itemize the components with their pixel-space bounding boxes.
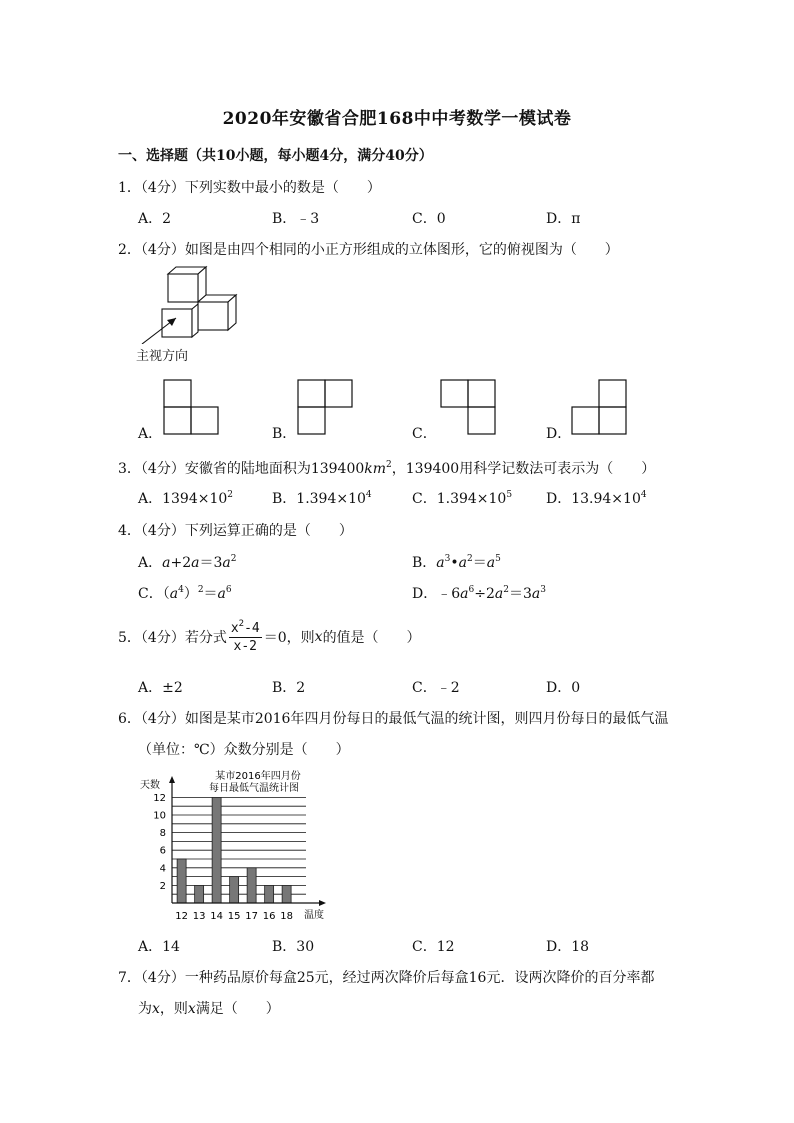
q2-option-b-figure <box>297 379 355 437</box>
bar-14 <box>212 797 221 903</box>
y-tick-label: 6 <box>159 845 166 857</box>
q1-option-b: B．﹣3 <box>272 211 320 227</box>
page-title: 2020年安徽省合肥168中中考数学一模试卷 <box>222 109 572 129</box>
q5-option-c: C．﹣2 <box>412 680 460 696</box>
section-heading: 一、选择题（共10小题，每小题4分，满分40分） <box>118 148 433 164</box>
question-6-stem-line2: （单位：℃）众数分别是（ ） <box>138 742 350 758</box>
q4-option-d: D．$﹣6a^6\div 2a^2=3a^3$ <box>412 585 546 602</box>
q2-option-d-figure <box>571 379 629 437</box>
q4-option-b: B．$a^3•a^2=a^5$ <box>412 554 501 571</box>
q2-solid-figure <box>130 264 245 344</box>
question-7-line1: 7．（4分）一种药品原价每盒25元，经过两次降价后每盒16元．设两次降价的百分率都 <box>118 970 655 986</box>
x-axis-arrow <box>319 900 326 906</box>
chart-title-line1: 某市2016年四月份 <box>215 771 301 782</box>
x-tick-label: 18 <box>280 911 293 922</box>
q1-option-d: D．π <box>546 211 581 227</box>
x-tick-label: 12 <box>175 911 188 922</box>
q6-option-d: D．18 <box>546 939 590 955</box>
bar-18 <box>282 885 291 903</box>
q3-option-c: C．$1.394\times 10^5$ <box>412 490 513 507</box>
q3-option-d: D．$13.94\times 10^4$ <box>546 490 647 507</box>
x-tick-label: 16 <box>262 911 276 922</box>
q4-option-a: A．$a+2a=3a^2$ <box>138 554 237 571</box>
y-tick-label: 8 <box>159 828 166 840</box>
bar-13 <box>195 885 204 903</box>
y-tick-label: 12 <box>153 792 166 804</box>
q6-option-a: A．14 <box>138 939 180 955</box>
q6-option-c: C．12 <box>412 939 455 955</box>
q1-option-a: A．2 <box>138 211 172 227</box>
q1-option-c: C．0 <box>412 211 446 227</box>
q5-fraction: $\frac{x^2-4}{x-2}$ <box>230 618 260 654</box>
y-tick-label: 2 <box>159 880 166 892</box>
q2-option-b: B． <box>272 426 297 442</box>
y-axis-arrow <box>169 776 175 783</box>
question-4-stem: 4．（4分）下列运算正确的是（ ） <box>118 523 353 539</box>
question-5-stem: 5．（4分）若分式 $\frac{x^2-4}{x-2}$ ＝0，则 x 的值是（ ） <box>118 618 421 654</box>
x-tick-label: 15 <box>227 911 241 922</box>
question-1-stem: 1．（4分）下列实数中最小的数是（ ） <box>118 180 381 196</box>
q5-option-d: D．0 <box>546 680 581 696</box>
q2-figure-label: 主视方向 <box>136 349 189 364</box>
q5-option-b: B．2 <box>272 680 306 696</box>
x-tick-label: 13 <box>192 911 206 922</box>
bar-15 <box>230 877 239 903</box>
x-tick-label: 17 <box>245 911 258 922</box>
q2-option-a-figure <box>163 379 221 437</box>
y-tick-label: 4 <box>159 863 166 875</box>
q5-option-a: A．±2 <box>138 680 183 696</box>
bar-16 <box>265 885 274 903</box>
q3-option-b: B．$1.394\times 10^4$ <box>272 490 372 507</box>
x-tick-label: 14 <box>210 911 223 922</box>
q2-option-d: D． <box>546 426 572 442</box>
q6-bar-chart <box>130 768 330 928</box>
question-3-stem: 3．（4分）安徽省的陆地面积为$139400km^2$，139400用科学记数法可表示为（ ） <box>118 460 656 477</box>
y-tick-label: 10 <box>153 810 166 822</box>
q6-option-b: B．30 <box>272 939 315 955</box>
bar-17 <box>247 868 256 903</box>
q3-option-a: A．$1394\times 10^2$ <box>138 490 234 507</box>
question-6-stem-line1: 6．（4分）如图是某市2016年四月份每日的最低气温的统计图，则四月份每日的最低气温 <box>118 711 669 727</box>
question-2-stem: 2．（4分）如图是由四个相同的小正方形组成的立体图形，它的俯视图为（ ） <box>118 242 619 258</box>
q2-option-c: C． <box>412 426 437 442</box>
chart-xlabel: 温度 <box>304 910 324 921</box>
q4-option-c: C．$(a^4)^2=a^6$ <box>138 585 232 602</box>
bar-12 <box>177 859 186 903</box>
q2-option-a: A． <box>138 426 163 442</box>
question-7-line2: 为x，则x满足（ ） <box>138 1001 280 1017</box>
chart-title-line2: 每日最低气温统计图 <box>209 783 299 794</box>
q2-option-c-figure <box>440 379 498 437</box>
chart-ylabel: 天数 <box>140 780 160 791</box>
